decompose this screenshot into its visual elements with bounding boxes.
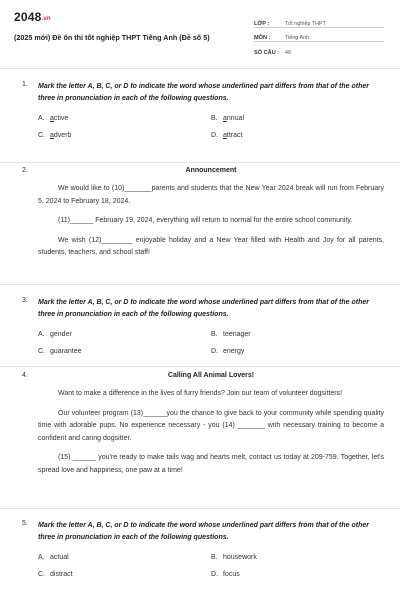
question-number: 3. <box>22 297 28 304</box>
answer-options <box>38 554 384 578</box>
meta-row-class <box>254 14 384 28</box>
option-c[interactable]: C. guarantee <box>38 348 82 355</box>
passage-title: Calling All Animal Lovers! <box>167 372 255 379</box>
answer-options <box>38 331 384 355</box>
passage-paragraph: Our volunteer program (13)______you the chance to give back to your community while spending quality time with adorable pups. No experience necessary - you (14) _______ with necessary training to become a confident and caring dogsitter. <box>38 409 384 442</box>
meta-value: Tiếng Anh <box>285 35 310 41</box>
meta-label: MÔN : <box>254 35 271 41</box>
option-d[interactable]: D. energy <box>211 348 245 355</box>
option-d[interactable]: D. attract <box>211 132 243 139</box>
meta-row-subject <box>254 28 384 42</box>
passage-paragraph: We would like to (10)_______parents and students that the New Year 2024 break will run from February 5, 2024 to February 18, 2024. <box>38 185 384 205</box>
answer-options <box>38 115 384 139</box>
option-b[interactable]: B. teenager <box>211 331 251 338</box>
question-number: 2. <box>22 167 28 174</box>
option-b[interactable]: B. annual <box>211 115 245 122</box>
meta-value: Tốt nghiệp THPT <box>285 21 326 27</box>
question-5 <box>0 509 400 600</box>
passage-paragraph: (15) ______ you're ready to make tails wag and hearts melt, contact us today at 209-759. Together, let's spread love and happiness, one paw at a time! <box>38 454 384 474</box>
logo-text: 2048 <box>14 10 42 24</box>
option-b[interactable]: B. housework <box>211 554 257 561</box>
question-instruction: Mark the letter A, B, C, or D to indicate the word whose underlined part differs from that of the other three in pronunciation in each of the following questions. <box>38 522 369 541</box>
option-c[interactable]: C. adverb <box>38 132 72 139</box>
question-number: 4. <box>22 372 28 379</box>
passage-paragraph: (11)______ February 19, 2024, everything will return to normal for the entire school community. <box>58 217 353 224</box>
option-a[interactable]: A. active <box>38 115 69 122</box>
question-4 <box>0 367 400 508</box>
question-3 <box>0 285 400 366</box>
meta-row-count <box>254 42 384 56</box>
document-meta <box>254 14 384 56</box>
logo-suffix: .vn <box>41 16 51 22</box>
passage-title: Announcement <box>185 167 237 174</box>
question-1 <box>0 69 400 162</box>
meta-label: SỐ CÂU : <box>254 50 280 56</box>
option-a[interactable]: A. gender <box>38 331 72 338</box>
meta-value: 46 <box>285 50 291 56</box>
passage-paragraph: We wish (12)________ enjoyable holiday and a New Year filled with Health and Joy for all parents, students, teachers, and school staff! <box>38 236 384 256</box>
question-number: 1. <box>22 81 28 88</box>
question-2 <box>0 163 400 284</box>
option-d[interactable]: D. focus <box>211 571 240 578</box>
option-a[interactable]: A. actual <box>38 554 69 561</box>
question-instruction: Mark the letter A, B, C, or D to indicate the word whose underlined part differs from that of the other three in pronunciation in each of the following questions. <box>38 299 369 318</box>
meta-label: LỚP : <box>254 21 270 27</box>
passage-paragraph: Want to make a difference in the lives of furry friends? Join our team of volunteer dogsitters! <box>58 390 343 397</box>
document-title: (2025 mới) Đề ôn thi tốt nghiệp THPT Tiếng Anh (Đề số 5) <box>14 33 210 42</box>
question-number: 5. <box>22 520 28 527</box>
question-instruction: Mark the letter A, B, C, or D to indicate the word whose underlined part differs from that of the other three in pronunciation in each of the following questions. <box>38 83 369 102</box>
page-header <box>0 0 400 68</box>
option-c[interactable]: C. distract <box>38 571 73 578</box>
